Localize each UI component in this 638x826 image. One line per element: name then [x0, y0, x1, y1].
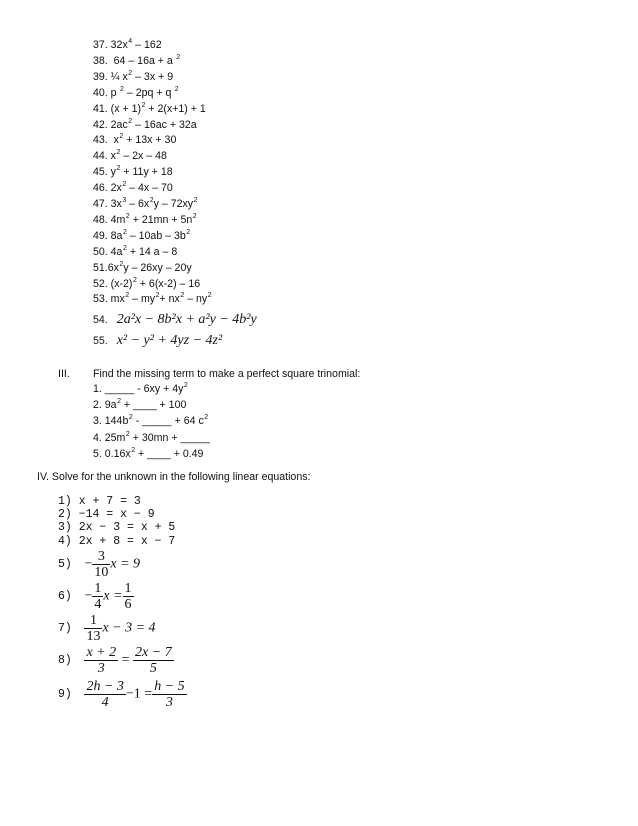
list-item: $51.6x^2y - 26xy - 20y$	[93, 260, 192, 274]
item-55-label: 55.	[93, 335, 108, 347]
list-item: 1. _____ - $6xy + 4y^2$	[93, 382, 188, 395]
list-item: 3. $144b^2$ - _____ + 64 $c^2$	[93, 414, 209, 428]
equation-9	[58, 679, 187, 710]
section-4-title: IV. Solve for the unknown in the following linear equations:	[37, 471, 311, 483]
list-item: 1) x + 7 = 3	[58, 495, 141, 508]
equation-8-label: 8)	[58, 654, 72, 667]
fraction: $\frac{h - 5}{3}$	[154, 679, 185, 710]
fraction: $\frac{1}{6}$	[124, 581, 132, 612]
item-55	[93, 334, 222, 348]
equation-5: 5) − $\frac{3}{10}$ x = 9	[58, 549, 141, 580]
list-item: 2) −14 = x − 9	[58, 508, 155, 522]
list-item: 49. $8a^2 - 10ab - 3b^2$	[93, 228, 191, 242]
list-item: 44. $x^2 - 2x - 48$	[93, 149, 167, 163]
item-55-expression: x² − y² + 4yz − 4z²	[116, 333, 223, 348]
equation-9-label: 9)	[58, 688, 72, 701]
fraction: $\frac{1}{13}$	[86, 613, 101, 644]
fraction: $\frac{1}{4}$	[94, 581, 102, 612]
list-item: 4. $25m^2 + 30mn$ + _____	[93, 430, 210, 444]
item-54-expression: 2a²x − 8b²x + a²y − 4b²y	[116, 312, 257, 327]
list-item: 48. $4m^2 + 21mn + 5n^2$	[93, 212, 197, 226]
equation-5-label: 5)	[58, 558, 72, 571]
list-item: 53. $mx^2 - my^2+ nx^2 - ny^2$	[93, 292, 212, 306]
item-54-label: 54.	[93, 314, 108, 326]
list-item: 37. $32x^4 - 162$	[93, 38, 162, 51]
equation-6-mid: x =	[103, 588, 123, 604]
list-item: 40. p $^2$ – 2pq + q $^2$	[93, 85, 179, 99]
equation-6-label: 6)	[58, 590, 72, 603]
section-3-title: Find the missing term to make a perfect square trinomial:	[93, 368, 361, 380]
list-item: 38. 64 – 16a + a $^2$	[93, 53, 181, 67]
list-item: 4) 2x + 8 = x − 7	[58, 534, 176, 548]
item-54	[93, 313, 257, 327]
list-item: 45. $y^2 + 11y + 18$	[93, 165, 173, 179]
equation-7-rest: x − 3 = 4	[102, 620, 156, 636]
list-item: 52. $(x-2)^2 + 6(x-2) - 16$	[93, 276, 201, 290]
equation-5-rest: x = 9	[110, 556, 141, 572]
fraction: $\frac{3}{10}$	[94, 549, 109, 580]
list-item: 42. $2ac^2 - 16ac + 32a$	[93, 117, 197, 131]
list-item: 3) 2x − 3 = x + 5	[58, 521, 176, 535]
equation-7	[58, 613, 156, 644]
fraction: $\frac{2x - 7}{5}$	[135, 645, 172, 676]
list-item: 46. $2x^2 - 4x - 70$	[93, 181, 173, 195]
list-item: 39. ¼ $x^2 - 3x + 9$	[93, 69, 174, 83]
equation-7-label: 7)	[58, 622, 72, 635]
equation-9-mid: −1 =	[125, 686, 153, 702]
equation-6: 6) − $\frac{1}{4}$ x = $\frac{1}{6}$	[58, 581, 132, 612]
list-item: 41. $(x + 1)^2 + 2(x+1) + 1$	[93, 101, 206, 115]
equation-8: 8) $\frac{x + 2}{3}$ = $\frac{2x - 7}{5}$	[58, 645, 172, 676]
section-3-label: III.	[58, 368, 70, 380]
fraction: $\frac{2h - 3}{4}$	[86, 679, 124, 710]
list-item: 50. $4a^2 + 14$ a – 8	[93, 244, 178, 258]
list-item: 5. $0.16x^2$ + ____ + 0.49	[93, 446, 204, 460]
list-item: 47. $3x^3 - 6x^2y - 72xy^2$	[93, 197, 198, 210]
list-item: 2. $9a^2$ + ____ + 100	[93, 398, 187, 412]
fraction: $\frac{x + 2}{3}$	[86, 645, 117, 676]
list-item: 43. $x^2 + 13x + 30$	[93, 133, 177, 147]
